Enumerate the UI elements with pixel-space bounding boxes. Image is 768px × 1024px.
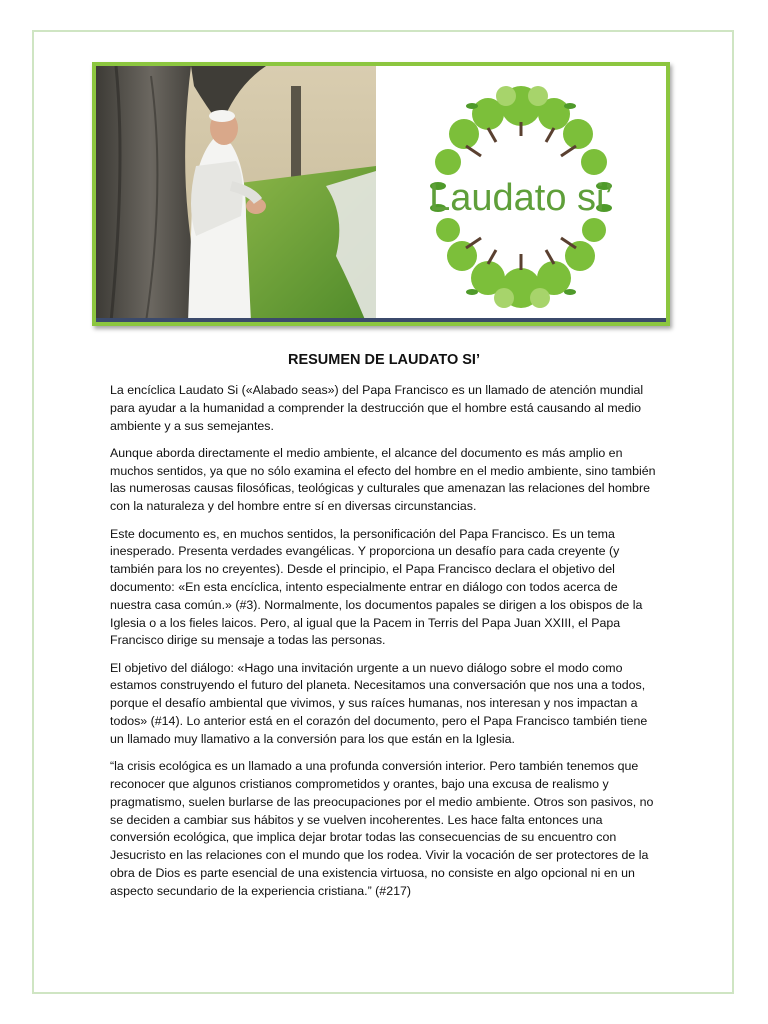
header-banner <box>92 62 670 326</box>
logo-text: Laudato si’ <box>429 177 613 219</box>
paragraph: “la crisis ecológica es un llamado a una profunda conversión interior. Pero también tenemos que reconocer que algunos cristianos comprometidos y orantes, bajo una excusa de realismo y pragmatismo, suelen burlarse de las preocupaciones por el medio ambiente. Otros son pasivos, no se deciden a cambiar sus hábitos y se vuelven incoherentes. Les hace falta entonces una conversión ecológica, que implica dejar brotar todas las consecuencias de su encuentro con Jesucristo en las relaciones con el mundo que los rodea. Vivir la vocación de ser protectores de la obra de Dios es parte esencial de una existencia virtuosa, no consiste en algo opcional ni en un aspecto secundario de la experiencia cristiana.” (#217) <box>110 759 654 898</box>
document-body <box>110 382 658 910</box>
paragraph: El objetivo del diálogo: «Hago una invitación urgente a un nuevo diálogo sobre el modo como estamos construyendo el futuro del planeta. Necesitamos una conversación que nos una a todos, porque el desafío ambiental que vivimos, y sus raíces humanas, nos interesan y nos impactan a todos» (#14). Lo anterior está en el corazón del documento, pero el Papa Francisco también tiene un llamado muy llamativo a la conversión para los que están en la Iglesia. <box>110 660 648 746</box>
pope-photo <box>96 66 376 322</box>
paragraph: Este documento es, en muchos sentidos, la personificación del Papa Francisco. Es un tema inesperado. Presenta verdades evangélicas. Y proporciona un desafío para cada creyente (y también para los no creyentes). Desde el principio, el Papa Francisco declara el objetivo del documento: «En esta encíclica, intento especialmente entrar en diálogo con todos acerca de nuestra casa común.» (#3). Normalmente, los documentos papales se dirigen a los obispos de la Iglesia o a los fieles laicos. Pero, al igual que la Pacem in Terris del Papa Juan XXIII, el Papa Francisco dirige su mensaje a todas las personas. <box>110 526 643 648</box>
document-title: RESUMEN DE LAUDATO SI’ <box>287 352 480 368</box>
paragraph: Aunque aborda directamente el medio ambiente, el alcance del documento es más amplio en muchos sentidos, ya que no sólo examina el efecto del hombre en el medio ambiente, sino también las numerosas causas filosóficas, teológicas y culturales que amenazan las relaciones del hombre con la naturaleza y del hombre entre sí en diversas circunstancias. <box>110 445 656 514</box>
laudato-si-logo <box>376 66 666 322</box>
paragraph: La encíclica Laudato Si («Alabado seas») del Papa Francisco es un llamado de atención mundial para ayudar a la humanidad a comprender la destrucción que el hombre está causando al medio ambiente y a sus semejantes. <box>110 383 644 433</box>
